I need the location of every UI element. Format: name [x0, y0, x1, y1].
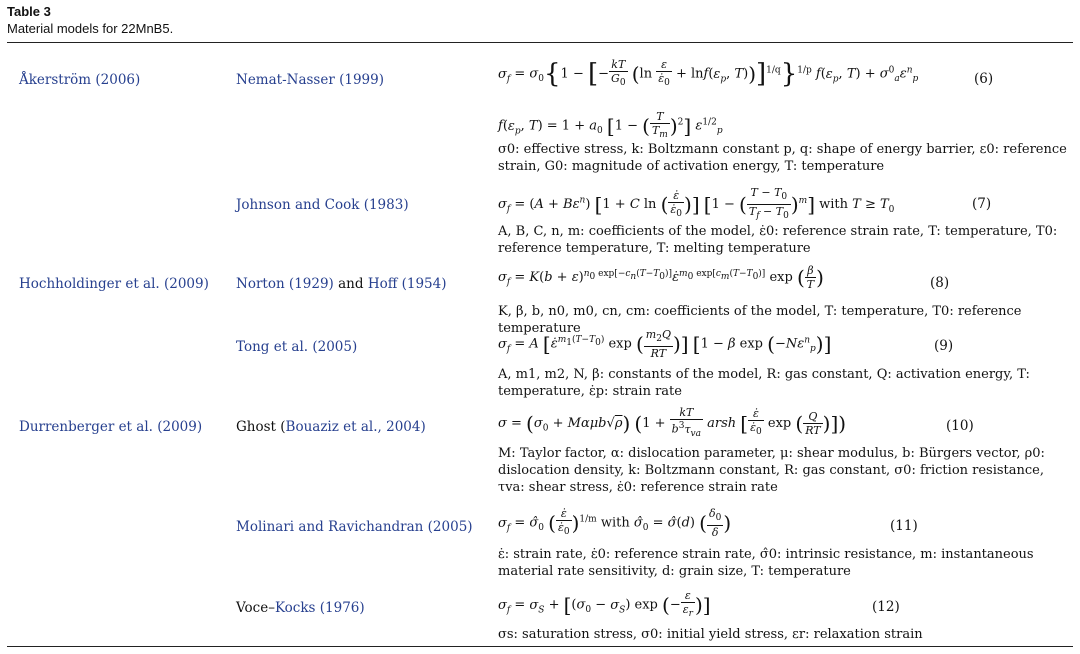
equation-7: $\sigma_f = (A + B\varepsilon^n) [1 + C$ ln ( $\frac{\varepsiloṅ}{\varepsiloṅ_0}$ )] [1 − ( $\frac{T - T_0}{T_f - T_0}$ )$^m$] with $T \ge T_0$	[498, 186, 895, 222]
equation-6-aux: $f(\varepsilon_p$, $T) = 1 + a_0$ [1 − ( $\frac{T}{T_m}$ )$^2$] $\varepsilon^{1/2}_p$	[498, 110, 723, 141]
citation-hochholdinger-link[interactable]: Hochholdinger et al. (2009)	[19, 276, 209, 292]
equation-number-12: (12)	[872, 599, 900, 615]
equation-number-7: (7)	[972, 196, 992, 212]
equation-8: $\sigma_f = K(b$ + $\varepsilon)^{n_0 exp[-c_n(T-T_0)]}\varepsiloṅ^{m_0 exp[c_m(T-T_0)]}$ exp ( $\frac{\beta}{T}$ )	[498, 264, 824, 291]
table-title: Material models for 22MnB5.	[7, 21, 174, 36]
ghost-model-name: Ghost (	[236, 419, 286, 435]
description-12: σs: saturation stress, σ0: initial yield stress, εr: relaxation strain	[498, 627, 923, 642]
table-bottom-rule	[7, 646, 1073, 647]
citation-molinari-link[interactable]: Molinari and Ravichandran (2005)	[236, 519, 473, 535]
citation-tong-link[interactable]: Tong et al. (2005)	[236, 339, 358, 355]
description-8: K, β, b, n0, m0, cn, cm: coefficients of the model, T: temperature, T0: reference temperature	[498, 304, 1022, 336]
citation-kocks-link[interactable]: Kocks (1976)	[274, 600, 365, 616]
equation-number-8: (8)	[930, 275, 950, 291]
citation-bouaziz-link[interactable]: Bouaziz et al., 2004	[285, 419, 421, 435]
equation-12: $\sigma_f = \sigma_S + [(\sigma_0 - \sigma_S)$ exp (− $\frac{\varepsilon}{\varepsilon_r}$ )]	[498, 589, 711, 620]
citation-akerstrom-link[interactable]: Åkerström (2006)	[19, 72, 141, 88]
equation-10: $\sigma = (\sigma_0 + M\alpha\mu b√\rho) (1$ + kT $b^3\tau_{va}$ arsh [ $\frac{\varepsiloṅ}{\varepsiloṅ_0}$ exp ( $\frac{Q}{RT}$ )])	[498, 406, 847, 439]
description-6: σ0: effective stress, k: Boltzmann constant p, q: shape of energy barrier, ε0: reference strain, G0: magnitude of activation energy, T: temperature	[498, 142, 1067, 174]
description-10: M: Taylor factor, α: dislocation parameter, μ: shear modulus, b: Bürgers vector, ρ0: dislocation density, k: Boltzmann constant, R: gas constant, σ0: friction resistance, τva: shear stress, ε̇0: reference strain rate	[498, 446, 1045, 495]
citation-nemat-nasser-link[interactable]: Nemat-Nasser (1999)	[236, 72, 384, 88]
citation-johnson-cook-link[interactable]: Johnson and Cook (1983)	[236, 197, 409, 213]
citation-norton-hoff	[236, 275, 447, 293]
equation-number-11: (11)	[890, 518, 918, 534]
description-11: ε̇: strain rate, ε̇0: reference strain rate, σ̂0: intrinsic resistance, m: instantaneous material rate sensitivity, d: grain size, T: temperature	[498, 547, 1034, 579]
equation-number-6: (6)	[974, 71, 994, 87]
citation-durrenberger-link[interactable]: Durrenberger et al. (2009)	[19, 419, 203, 435]
citation-norton-link[interactable]: Norton (1929)	[236, 276, 334, 292]
citation-close-paren: )	[420, 419, 426, 435]
table-label: Table 3	[7, 4, 51, 19]
table-caption	[7, 3, 173, 37]
description-7: A, B, C, n, m: coefficients of the model, ε̇0: reference strain rate, T: temperature, T0: reference temperature, T: melting temperature	[498, 224, 1058, 256]
equation-number-10: (10)	[946, 418, 974, 434]
equation-9: $\sigma_f = A$ [ε̇$^{m_1(T-T_0)}$ exp ( $\frac{m_2Q}{RT}$ )] [1 − β $\exp (-N\varepsilon^n_p)$]	[498, 328, 832, 361]
citation-hoff-link[interactable]: Hoff (1954)	[367, 276, 447, 292]
citation-voce-kocks	[236, 599, 365, 617]
voce-model-name: Voce–	[236, 600, 275, 616]
citation-ghost	[236, 418, 426, 436]
equation-number-9: (9)	[934, 338, 954, 354]
table-top-rule	[7, 42, 1073, 43]
equation-6: $\sigma_f = \sigma_0\{1$ − [− $\frac{kT}{G_0}$ (ln $\frac{\varepsilon}{\varepsiloṅ_0}$ + $\ln f(\varepsilon_p$, T))]$^{1/q}$}$^{1/p}$ $f(\varepsilon_p$, $T) + \sigma^0_a\varepsilon^n_p$	[498, 58, 919, 90]
equation-11: $\sigma_f$ = $\sigmâ_0$ ( $\frac{\varepsiloṅ}{\varepsiloṅ_0}$ )$^{1/m}$ with $\sigmâ_0$ = σ̂(d) ( $\frac{\delta_0}{\delta}$ )	[498, 507, 732, 540]
description-9: A, m1, m2, N, β: constants of the model, R: gas constant, Q: activation energy, T: temperature, ε̇p: strain rate	[498, 367, 1030, 399]
citation-and-text: and	[338, 276, 364, 292]
